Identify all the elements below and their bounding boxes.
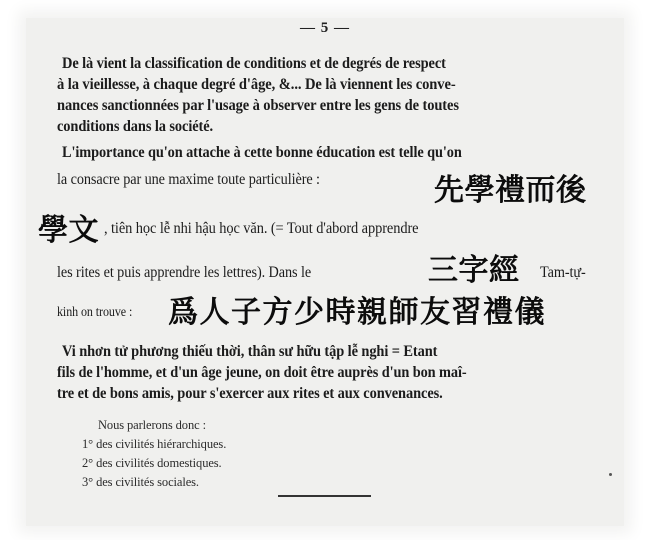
paragraph-2-line-5-text: kinh on trouve : — [57, 305, 133, 320]
list-intro: Nous parlerons donc : — [98, 418, 206, 432]
paragraph-1-line-4: conditions dans la société. — [57, 118, 214, 135]
paragraph-2-line-4-text: les rites et puis apprendre les lettres). Dans le — [57, 264, 312, 281]
paragraph-3-line-1: Vi nhơn tử phương thiếu thời, thân sư hữu tập lễ nghi = Etant — [62, 343, 438, 360]
paragraph-1-line-3: nances sanctionnées par l'usage à observer entre les gens de toutes — [57, 97, 459, 114]
paragraph-2-line-2 — [57, 170, 320, 190]
page-number: — 5 — — [300, 20, 350, 36]
scanned-page — [26, 18, 624, 526]
list-item: 2° des civilités domestiques. — [82, 456, 222, 470]
paragraph-3-line-3: tre et de bons amis, pour s'exercer aux rites et aux convenances. — [57, 385, 443, 402]
list-item: 3° des civilités sociales. — [82, 475, 199, 489]
chinese-title-san-zi-jing: 三字經 — [428, 253, 520, 288]
paragraph-3-line-2: fils de l'homme, et d'un âge jeune, on doit être auprès d'un bon maî- — [57, 364, 467, 381]
paragraph-2-line-1: L'importance qu'on attache à cette bonne éducation est telle qu'on — [62, 144, 462, 161]
paragraph-1-line-1: De là vient la classification de conditions et de degrés de respect — [62, 55, 446, 72]
paragraph-2-line-3-text: , tiên học lễ nhi hậu học văn. (= Tout d'abord apprendre — [104, 220, 419, 237]
paragraph-1-line-2: à la vieillesse, à chaque degré d'âge, &... De là viennent les conve- — [57, 76, 456, 93]
paragraph-2-line-2-text: la consacre par une maxime toute particulière : — [57, 171, 320, 188]
paragraph-2-line-4-tail: Tam-tự- — [540, 264, 586, 281]
list-item: 1° des civilités hiérarchiques. — [82, 437, 227, 451]
chinese-quotation: 爲人子方少時親師友習禮儀 — [168, 295, 546, 330]
closing-rule — [278, 495, 371, 497]
chinese-maxime-part-2: 學文 — [38, 213, 99, 248]
chinese-maxime-part-1: 先學禮而後 — [434, 173, 587, 208]
ink-speck — [609, 473, 612, 476]
